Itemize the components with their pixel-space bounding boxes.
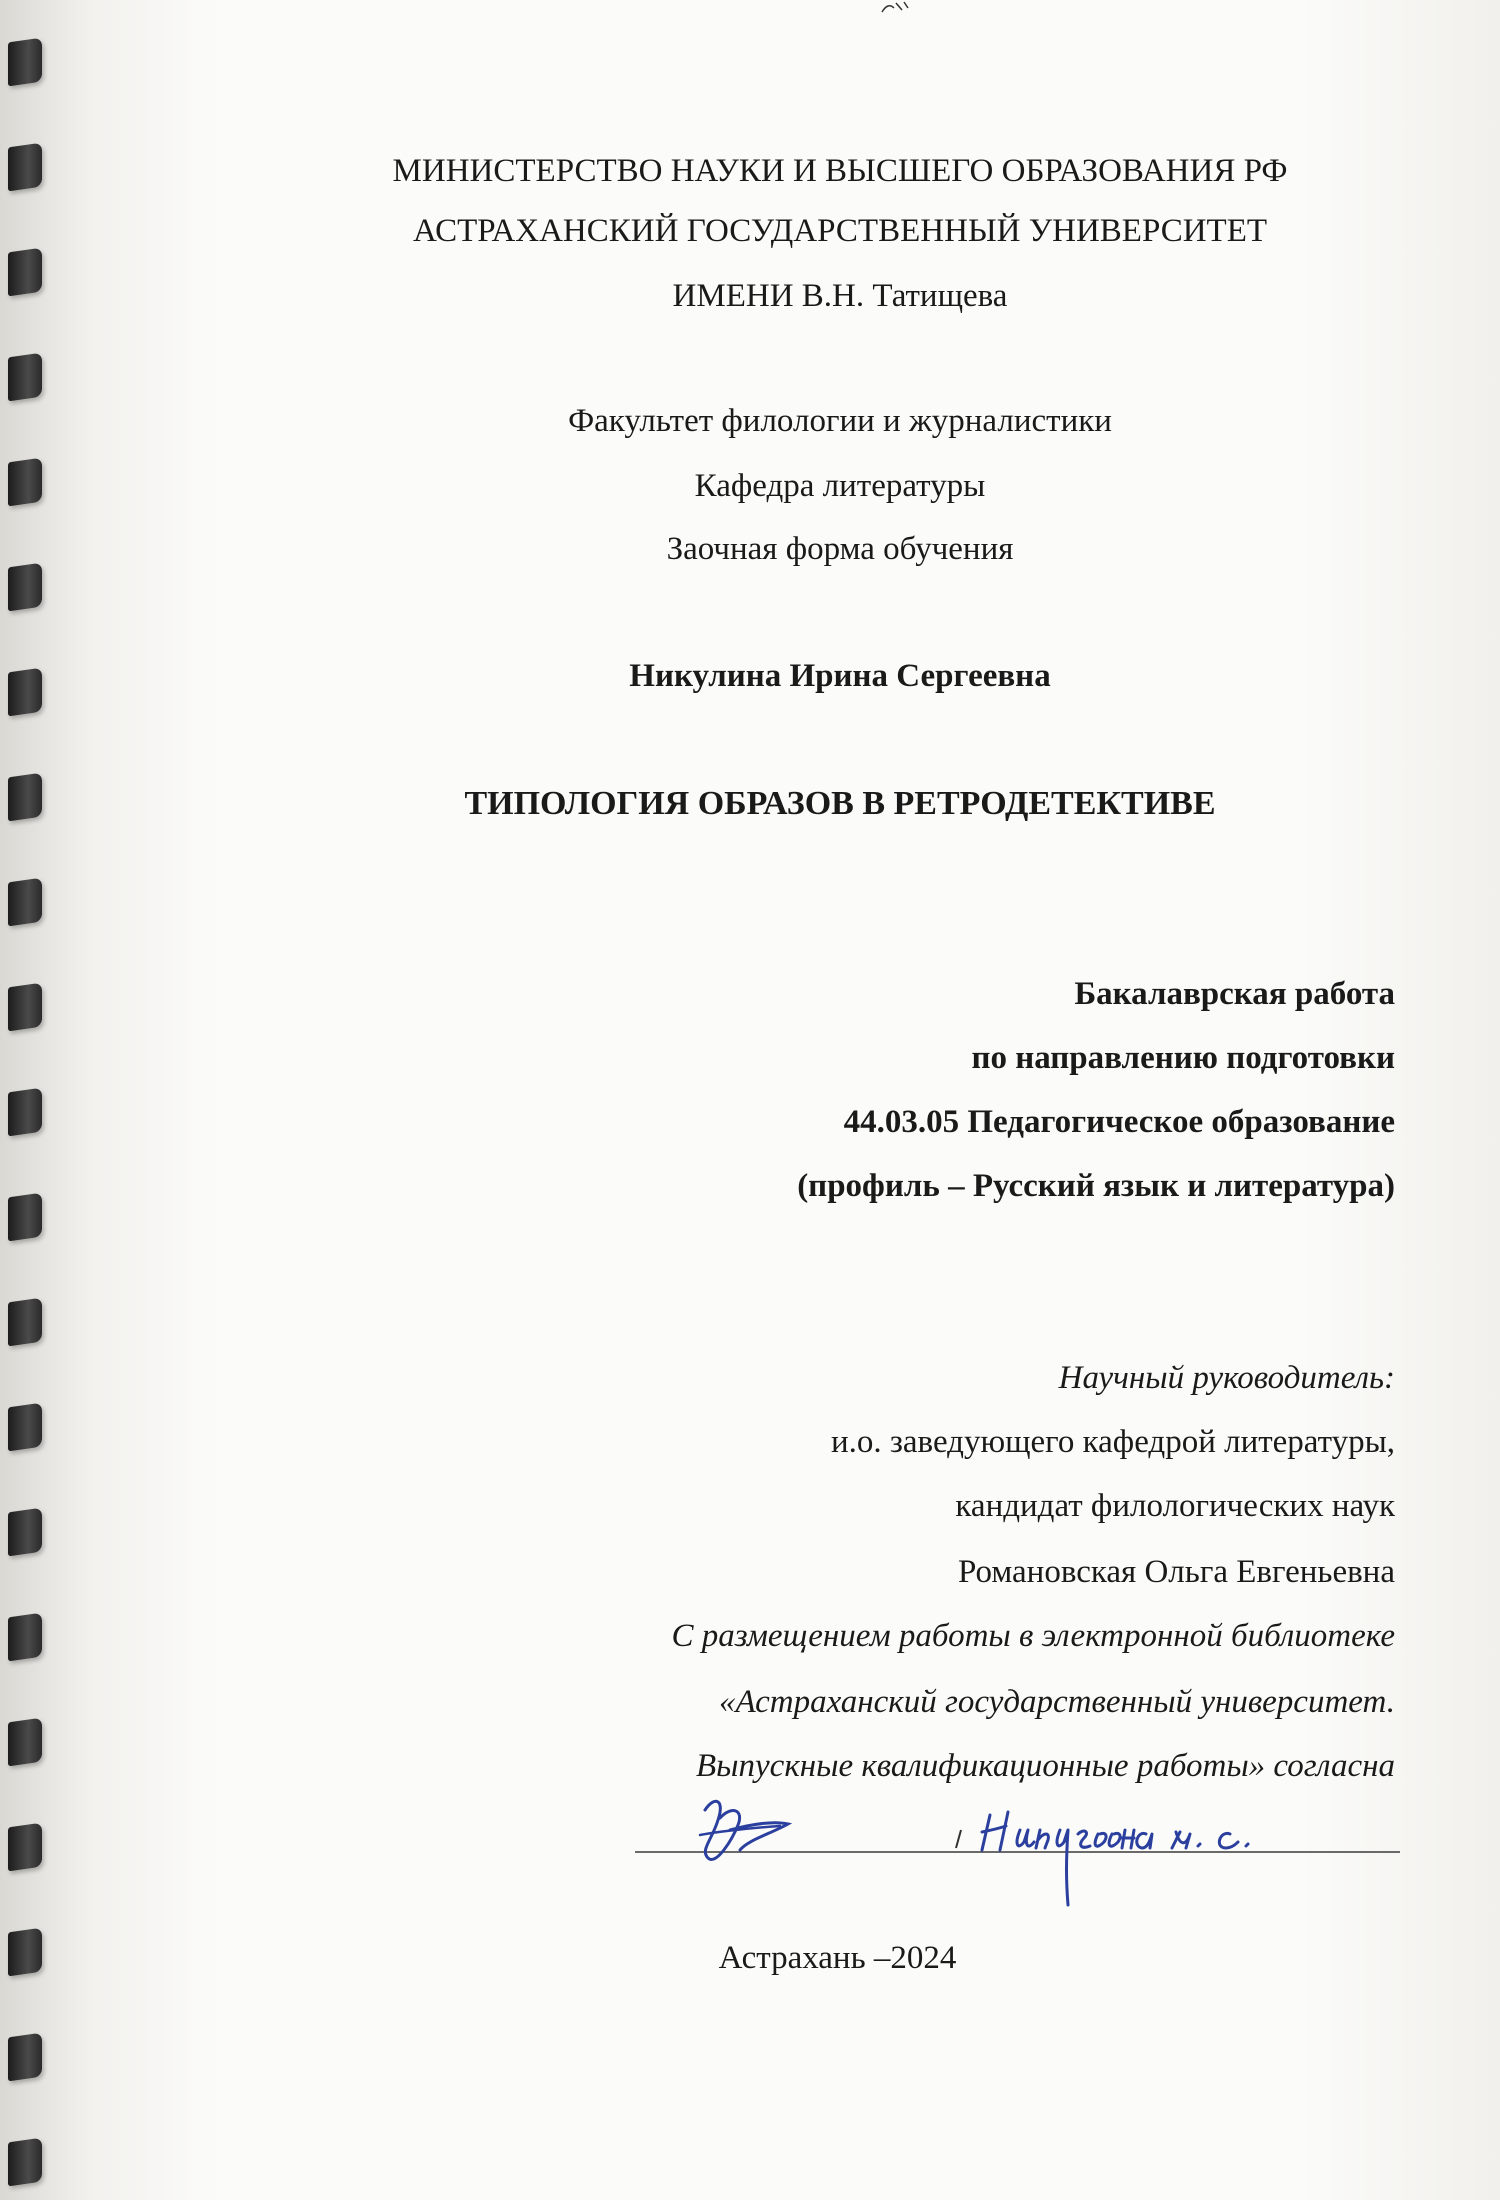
binding-hole <box>8 38 42 87</box>
binding-hole <box>8 1718 42 1767</box>
binding-hole <box>8 878 42 927</box>
study-form: Заочная форма обучения <box>666 531 1014 567</box>
consent-line-1: С размещением работы в электронной библиотеке <box>671 1618 1395 1654</box>
author-name: Никулина Ирина Сергеевна <box>629 658 1051 694</box>
binding-hole <box>8 1298 42 1347</box>
binding-hole <box>8 1613 42 1662</box>
program-profile: (профиль – Русский язык и литература) <box>797 1168 1395 1204</box>
binding-hole <box>8 143 42 192</box>
binding-hole <box>8 2033 42 2082</box>
consent-line-3: Выпускные квалификационные работы» согласна <box>696 1748 1395 1784</box>
binding-hole <box>8 2138 42 2187</box>
supervisor-label: Научный руководитель: <box>1058 1360 1395 1396</box>
signature <box>620 1790 1410 1920</box>
consent-line-2: «Астраханский государственный университет. <box>718 1684 1395 1720</box>
binding-hole <box>8 248 42 297</box>
binding-hole <box>8 983 42 1032</box>
stamp-fragment <box>880 0 910 14</box>
binding-hole <box>8 458 42 507</box>
supervisor-name: Романовская Ольга Евгеньевна <box>957 1554 1395 1590</box>
thesis-title: ТИПОЛОГИЯ ОБРАЗОВ В РЕТРОДЕТЕКТИВЕ <box>464 785 1216 822</box>
binding-hole <box>8 1823 42 1872</box>
spiral-binding <box>0 0 60 2200</box>
direction-label: по направлению подготовки <box>971 1040 1395 1076</box>
university-heading: АСТРАХАНСКИЙ ГОСУДАРСТВЕННЫЙ УНИВЕРСИТЕТ <box>412 213 1268 249</box>
ministry-heading: МИНИСТЕРСТВО НАУКИ И ВЫСШЕГО ОБРАЗОВАНИЯ РФ <box>392 153 1288 189</box>
supervisor-degree: кандидат филологических наук <box>955 1488 1395 1524</box>
binding-hole <box>8 1088 42 1137</box>
supervisor-position: и.о. заведующего кафедрой литературы, <box>830 1424 1395 1460</box>
binding-hole <box>8 1508 42 1557</box>
university-named-after: ИМЕНИ В.Н. Татищева <box>672 278 1008 314</box>
binding-hole <box>8 1193 42 1242</box>
faculty-name: Факультет филологии и журналистики <box>568 403 1112 439</box>
chair-name: Кафедра литературы <box>694 468 986 504</box>
binding-hole <box>8 1403 42 1452</box>
work-type: Бакалаврская работа <box>1074 976 1395 1012</box>
binding-hole <box>8 773 42 822</box>
program-code: 44.03.05 Педагогическое образование <box>843 1104 1395 1140</box>
binding-hole <box>8 668 42 717</box>
city-year: Астрахань –2024 <box>718 1940 957 1976</box>
binding-hole <box>8 353 42 402</box>
binding-hole <box>8 563 42 612</box>
